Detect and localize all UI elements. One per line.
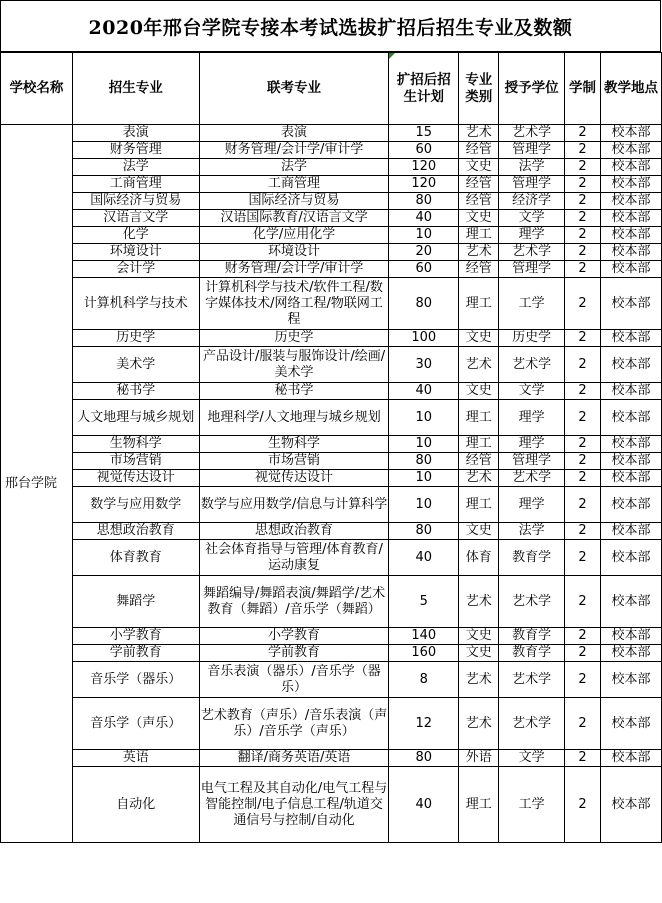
quota-cell: 120 <box>389 159 459 176</box>
table-row <box>1 523 662 540</box>
category-cell: 文史 <box>459 645 499 662</box>
category-cell: 艺术 <box>459 347 499 383</box>
category-cell: 文史 <box>459 383 499 400</box>
exam-major-cell: 视觉传达设计 <box>199 470 389 487</box>
years-cell: 2 <box>565 436 601 453</box>
major-cell: 化学 <box>72 227 199 244</box>
category-cell: 理工 <box>459 227 499 244</box>
table-row <box>1 470 662 487</box>
category-cell: 文史 <box>459 330 499 347</box>
degree-cell: 法学 <box>499 159 565 176</box>
table-row <box>1 750 662 767</box>
category-cell: 艺术 <box>459 244 499 261</box>
admissions-table <box>0 52 662 843</box>
location-cell: 校本部 <box>601 176 662 193</box>
exam-major-cell: 财务管理/会计学/审计学 <box>199 261 389 278</box>
years-cell: 2 <box>565 470 601 487</box>
years-cell: 2 <box>565 383 601 400</box>
category-cell: 理工 <box>459 400 499 436</box>
degree-cell: 艺术学 <box>499 662 565 698</box>
degree-cell: 艺术学 <box>499 244 565 261</box>
years-cell: 2 <box>565 244 601 261</box>
category-cell: 经管 <box>459 176 499 193</box>
location-cell: 校本部 <box>601 698 662 750</box>
quota-cell: 80 <box>389 193 459 210</box>
years-cell: 2 <box>565 767 601 843</box>
major-cell: 学前教育 <box>72 645 199 662</box>
quota-cell: 160 <box>389 645 459 662</box>
category-cell: 经管 <box>459 193 499 210</box>
table-row <box>1 645 662 662</box>
table-row <box>1 540 662 576</box>
location-cell: 校本部 <box>601 227 662 244</box>
quota-cell: 10 <box>389 400 459 436</box>
exam-major-cell: 地理科学/人文地理与城乡规划 <box>199 400 389 436</box>
major-cell: 小学教育 <box>72 628 199 645</box>
quota-cell: 20 <box>389 244 459 261</box>
major-cell: 财务管理 <box>72 142 199 159</box>
years-cell: 2 <box>565 487 601 523</box>
header-years: 学制 <box>565 53 601 125</box>
quota-cell: 80 <box>389 523 459 540</box>
table-row <box>1 210 662 227</box>
major-cell: 国际经济与贸易 <box>72 193 199 210</box>
years-cell: 2 <box>565 662 601 698</box>
table-row <box>1 487 662 523</box>
quota-cell: 100 <box>389 330 459 347</box>
quota-cell: 10 <box>389 487 459 523</box>
exam-major-cell: 财务管理/会计学/审计学 <box>199 142 389 159</box>
exam-major-cell: 秘书学 <box>199 383 389 400</box>
quota-cell: 60 <box>389 142 459 159</box>
degree-cell: 理学 <box>499 436 565 453</box>
table-row <box>1 330 662 347</box>
table-row <box>1 453 662 470</box>
category-cell: 经管 <box>459 261 499 278</box>
major-cell: 汉语言文学 <box>72 210 199 227</box>
table-row <box>1 176 662 193</box>
exam-major-cell: 小学教育 <box>199 628 389 645</box>
major-cell: 数学与应用数学 <box>72 487 199 523</box>
degree-cell: 理学 <box>499 487 565 523</box>
exam-major-cell: 学前教育 <box>199 645 389 662</box>
location-cell: 校本部 <box>601 645 662 662</box>
header-exam-major: 联考专业 <box>199 53 389 125</box>
major-cell: 生物科学 <box>72 436 199 453</box>
location-cell: 校本部 <box>601 662 662 698</box>
exam-major-cell: 市场营销 <box>199 453 389 470</box>
category-cell: 经管 <box>459 142 499 159</box>
years-cell: 2 <box>565 540 601 576</box>
location-cell: 校本部 <box>601 523 662 540</box>
years-cell: 2 <box>565 227 601 244</box>
degree-cell: 理学 <box>499 400 565 436</box>
header-row <box>1 53 662 125</box>
table-row <box>1 576 662 628</box>
degree-cell: 艺术学 <box>499 470 565 487</box>
table-row <box>1 400 662 436</box>
years-cell: 2 <box>565 261 601 278</box>
category-cell: 艺术 <box>459 576 499 628</box>
degree-cell: 管理学 <box>499 142 565 159</box>
table-title: 2020年邢台学院专接本考试选拔扩招后招生专业及数额 <box>0 0 661 52</box>
years-cell: 2 <box>565 698 601 750</box>
degree-cell: 艺术学 <box>499 347 565 383</box>
years-cell: 2 <box>565 159 601 176</box>
quota-cell: 10 <box>389 227 459 244</box>
header-quota: 扩招后招生计划 <box>389 53 459 125</box>
table-row <box>1 159 662 176</box>
category-cell: 艺术 <box>459 125 499 142</box>
category-cell: 文史 <box>459 523 499 540</box>
school-name-cell: 邢台学院 <box>1 125 73 843</box>
degree-cell: 法学 <box>499 523 565 540</box>
table-row <box>1 278 662 330</box>
header-degree: 授予学位 <box>499 53 565 125</box>
degree-cell: 教育学 <box>499 645 565 662</box>
category-cell: 经管 <box>459 453 499 470</box>
category-cell: 艺术 <box>459 470 499 487</box>
years-cell: 2 <box>565 142 601 159</box>
quota-cell: 5 <box>389 576 459 628</box>
location-cell: 校本部 <box>601 261 662 278</box>
years-cell: 2 <box>565 400 601 436</box>
exam-major-cell: 化学/应用化学 <box>199 227 389 244</box>
location-cell: 校本部 <box>601 400 662 436</box>
major-cell: 自动化 <box>72 767 199 843</box>
major-cell: 视觉传达设计 <box>72 470 199 487</box>
major-cell: 思想政治教育 <box>72 523 199 540</box>
exam-major-cell: 环境设计 <box>199 244 389 261</box>
exam-major-cell: 音乐表演（器乐）/音乐学（器乐） <box>199 662 389 698</box>
degree-cell: 管理学 <box>499 261 565 278</box>
major-cell: 英语 <box>72 750 199 767</box>
degree-cell: 教育学 <box>499 540 565 576</box>
years-cell: 2 <box>565 210 601 227</box>
major-cell: 环境设计 <box>72 244 199 261</box>
major-cell: 音乐学（声乐） <box>72 698 199 750</box>
exam-major-cell: 翻译/商务英语/英语 <box>199 750 389 767</box>
quota-cell: 40 <box>389 210 459 227</box>
major-cell: 历史学 <box>72 330 199 347</box>
location-cell: 校本部 <box>601 767 662 843</box>
degree-cell: 管理学 <box>499 176 565 193</box>
degree-cell: 文学 <box>499 210 565 227</box>
category-cell: 体育 <box>459 540 499 576</box>
exam-major-cell: 汉语国际教育/汉语言文学 <box>199 210 389 227</box>
quota-cell: 140 <box>389 628 459 645</box>
degree-cell: 经济学 <box>499 193 565 210</box>
exam-major-cell: 产品设计/服装与服饰设计/绘画/美术学 <box>199 347 389 383</box>
table-row <box>1 767 662 843</box>
location-cell: 校本部 <box>601 470 662 487</box>
location-cell: 校本部 <box>601 453 662 470</box>
location-cell: 校本部 <box>601 540 662 576</box>
location-cell: 校本部 <box>601 159 662 176</box>
degree-cell: 文学 <box>499 750 565 767</box>
quota-cell: 40 <box>389 383 459 400</box>
years-cell: 2 <box>565 750 601 767</box>
location-cell: 校本部 <box>601 193 662 210</box>
category-cell: 理工 <box>459 278 499 330</box>
exam-major-cell: 舞蹈编导/舞蹈表演/舞蹈学/艺术教育（舞蹈）/音乐学（舞蹈） <box>199 576 389 628</box>
years-cell: 2 <box>565 576 601 628</box>
degree-cell: 教育学 <box>499 628 565 645</box>
degree-cell: 工学 <box>499 767 565 843</box>
major-cell: 法学 <box>72 159 199 176</box>
major-cell: 舞蹈学 <box>72 576 199 628</box>
table-row <box>1 628 662 645</box>
location-cell: 校本部 <box>601 576 662 628</box>
table-row <box>1 244 662 261</box>
years-cell: 2 <box>565 347 601 383</box>
exam-major-cell: 表演 <box>199 125 389 142</box>
quota-cell: 40 <box>389 540 459 576</box>
quota-cell: 80 <box>389 278 459 330</box>
table-row <box>1 193 662 210</box>
table-row <box>1 125 662 142</box>
quota-cell: 12 <box>389 698 459 750</box>
quota-cell: 80 <box>389 453 459 470</box>
header-major: 招生专业 <box>72 53 199 125</box>
location-cell: 校本部 <box>601 278 662 330</box>
quota-cell: 40 <box>389 767 459 843</box>
quota-cell: 30 <box>389 347 459 383</box>
quota-cell: 15 <box>389 125 459 142</box>
quota-cell: 10 <box>389 470 459 487</box>
major-cell: 人文地理与城乡规划 <box>72 400 199 436</box>
exam-major-cell: 数学与应用数学/信息与计算科学 <box>199 487 389 523</box>
category-cell: 理工 <box>459 487 499 523</box>
degree-cell: 理学 <box>499 227 565 244</box>
category-cell: 文史 <box>459 210 499 227</box>
degree-cell: 艺术学 <box>499 698 565 750</box>
quota-cell: 10 <box>389 436 459 453</box>
major-cell: 市场营销 <box>72 453 199 470</box>
category-cell: 理工 <box>459 436 499 453</box>
header-category: 专业类别 <box>459 53 499 125</box>
exam-major-cell: 历史学 <box>199 330 389 347</box>
degree-cell: 艺术学 <box>499 125 565 142</box>
category-cell: 艺术 <box>459 698 499 750</box>
cell-comment-marker <box>389 53 395 59</box>
location-cell: 校本部 <box>601 383 662 400</box>
degree-cell: 历史学 <box>499 330 565 347</box>
years-cell: 2 <box>565 330 601 347</box>
degree-cell: 工学 <box>499 278 565 330</box>
exam-major-cell: 艺术教育（声乐）/音乐表演（声乐）/音乐学（声乐） <box>199 698 389 750</box>
header-school: 学校名称 <box>1 53 73 125</box>
location-cell: 校本部 <box>601 125 662 142</box>
table-row <box>1 227 662 244</box>
years-cell: 2 <box>565 628 601 645</box>
years-cell: 2 <box>565 125 601 142</box>
major-cell: 美术学 <box>72 347 199 383</box>
location-cell: 校本部 <box>601 347 662 383</box>
quota-cell: 120 <box>389 176 459 193</box>
header-location: 教学地点 <box>601 53 662 125</box>
exam-major-cell: 思想政治教育 <box>199 523 389 540</box>
category-cell: 外语 <box>459 750 499 767</box>
years-cell: 2 <box>565 645 601 662</box>
table-row <box>1 436 662 453</box>
exam-major-cell: 电气工程及其自动化/电气工程与智能控制/电子信息工程/轨道交通信号与控制/自动化 <box>199 767 389 843</box>
major-cell: 工商管理 <box>72 176 199 193</box>
major-cell: 音乐学（器乐） <box>72 662 199 698</box>
category-cell: 文史 <box>459 628 499 645</box>
degree-cell: 管理学 <box>499 453 565 470</box>
degree-cell: 文学 <box>499 383 565 400</box>
location-cell: 校本部 <box>601 487 662 523</box>
table-row <box>1 383 662 400</box>
quota-cell: 8 <box>389 662 459 698</box>
exam-major-cell: 国际经济与贸易 <box>199 193 389 210</box>
category-cell: 理工 <box>459 767 499 843</box>
location-cell: 校本部 <box>601 628 662 645</box>
table-row <box>1 261 662 278</box>
years-cell: 2 <box>565 278 601 330</box>
exam-major-cell: 计算机科学与技术/软件工程/数字媒体技术/网络工程/物联网工程 <box>199 278 389 330</box>
major-cell: 表演 <box>72 125 199 142</box>
years-cell: 2 <box>565 193 601 210</box>
table-row <box>1 698 662 750</box>
exam-major-cell: 社会体育指导与管理/体育教育/运动康复 <box>199 540 389 576</box>
location-cell: 校本部 <box>601 750 662 767</box>
table-row <box>1 347 662 383</box>
degree-cell: 艺术学 <box>499 576 565 628</box>
exam-major-cell: 生物科学 <box>199 436 389 453</box>
years-cell: 2 <box>565 176 601 193</box>
category-cell: 艺术 <box>459 662 499 698</box>
major-cell: 秘书学 <box>72 383 199 400</box>
location-cell: 校本部 <box>601 210 662 227</box>
major-cell: 计算机科学与技术 <box>72 278 199 330</box>
quota-cell: 60 <box>389 261 459 278</box>
table-row <box>1 142 662 159</box>
years-cell: 2 <box>565 453 601 470</box>
exam-major-cell: 工商管理 <box>199 176 389 193</box>
location-cell: 校本部 <box>601 244 662 261</box>
quota-cell: 80 <box>389 750 459 767</box>
table-row <box>1 662 662 698</box>
major-cell: 会计学 <box>72 261 199 278</box>
exam-major-cell: 法学 <box>199 159 389 176</box>
location-cell: 校本部 <box>601 330 662 347</box>
major-cell: 体育教育 <box>72 540 199 576</box>
location-cell: 校本部 <box>601 436 662 453</box>
years-cell: 2 <box>565 523 601 540</box>
location-cell: 校本部 <box>601 142 662 159</box>
category-cell: 文史 <box>459 159 499 176</box>
